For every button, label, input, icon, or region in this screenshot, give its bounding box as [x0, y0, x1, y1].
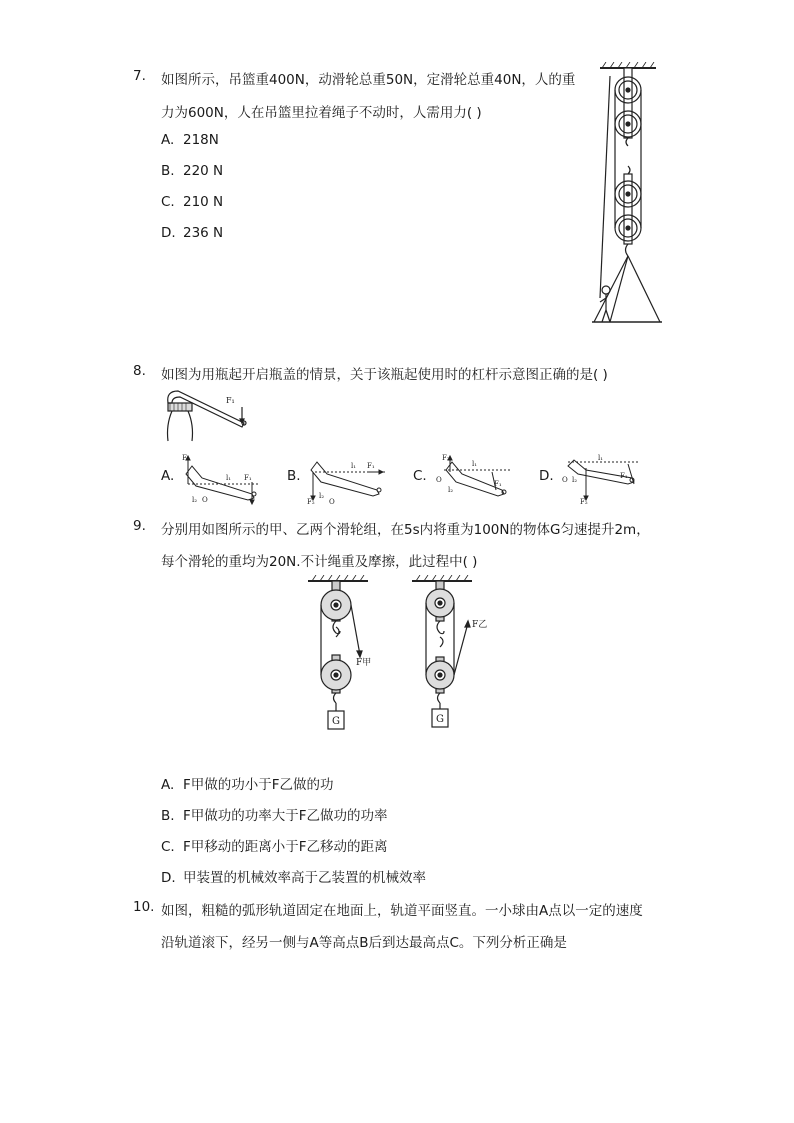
- lever-d-label-2: O: [562, 476, 568, 484]
- question-7-option-d[interactable]: D. 236 N: [161, 225, 224, 241]
- lever-b-label-5: O: [329, 498, 335, 506]
- weight-label-left: G: [332, 716, 340, 727]
- lever-diagram-a: [180, 452, 265, 507]
- question-7-option-b[interactable]: B. 220 N: [161, 163, 224, 179]
- question-8-number: 8.: [133, 363, 146, 379]
- lever-diagram-b: [305, 452, 390, 507]
- lever-c-label-4: l₂: [448, 486, 454, 494]
- lever-a-label-4: l₂: [192, 496, 198, 504]
- question-9-option-d[interactable]: D. 甲装置的机械效率高于乙装置的机械效率: [161, 870, 426, 886]
- lever-d-label-1: l₁: [598, 454, 604, 462]
- lever-a-label-1: F₂: [182, 454, 190, 462]
- lever-d-label-3: l₂: [572, 476, 578, 484]
- lever-d-label-4: F₁: [620, 472, 628, 480]
- bottle-opener-figure: [158, 385, 253, 445]
- force-yi-label: F乙: [472, 620, 488, 630]
- lever-diagram-c: [432, 452, 517, 507]
- lever-a-label-5: O: [202, 496, 208, 504]
- question-9-number: 9.: [133, 518, 146, 534]
- lever-b-label-2: F₁: [367, 462, 375, 470]
- lever-a-label-3: F₁: [244, 474, 252, 482]
- lever-d-label-5: F₂: [580, 498, 588, 506]
- lever-b-label-4: l₂: [319, 492, 325, 500]
- question-9-option-a[interactable]: A. F甲做的功小于F乙做的功: [161, 777, 334, 793]
- opener-force-label: F₁: [226, 396, 235, 405]
- question-7-number: 7.: [133, 68, 146, 84]
- question-10-number: 10.: [133, 899, 155, 915]
- question-7-option-c[interactable]: C. 210 N: [161, 194, 224, 210]
- question-8-option-d[interactable]: D.: [539, 468, 554, 484]
- question-8-option-b[interactable]: B.: [287, 468, 301, 484]
- question-7-line-1: 如图所示，吊篮重400N，动滑轮总重50N，定滑轮总重40N，人的重: [161, 72, 576, 88]
- lever-b-label-1: l₁: [351, 462, 357, 470]
- question-7-line-2: 力为600N，人在吊篮里拉着绳子不动时，人需用力( ): [161, 105, 482, 121]
- lever-c-label-1: F₂: [442, 454, 450, 462]
- question-9-option-c[interactable]: C. F甲移动的距离小于F乙移动的距离: [161, 839, 388, 855]
- pulley-groups-figure: [302, 575, 502, 735]
- question-10-line-2: 沿轨道滚下，经另一侧与A等高点B后到达最高点C。下列分析正确是: [161, 935, 567, 951]
- question-8-option-a[interactable]: A.: [161, 468, 175, 484]
- lever-b-label-3: F₂: [307, 498, 315, 506]
- question-9-line-2: 每个滑轮的重均为20N.不计绳重及摩擦，此过程中( ): [161, 554, 478, 570]
- question-9-line-1: 分别用如图所示的甲、乙两个滑轮组，在5s内将重为100N的物体G匀速提升2m，: [161, 522, 650, 538]
- question-7-option-a[interactable]: A. 218N: [161, 132, 219, 148]
- question-8-line-1: 如图为用瓶起开启瓶盖的情景，关于该瓶起使用时的杠杆示意图正确的是( ): [161, 367, 608, 383]
- lever-c-label-5: F₁: [494, 480, 502, 488]
- lever-a-label-2: l₁: [226, 474, 232, 482]
- question-8-option-c[interactable]: C.: [413, 468, 427, 484]
- question-10-line-1: 如图，粗糙的弧形轨道固定在地面上，轨道平面竖直。一小球由A点以一定的速度: [161, 903, 643, 919]
- weight-label-right: G: [436, 714, 444, 725]
- lever-c-label-3: O: [436, 476, 442, 484]
- lever-diagram-d: [558, 452, 643, 507]
- pulley-basket-figure: [588, 62, 668, 332]
- question-9-option-b[interactable]: B. F甲做功的功率大于F乙做功的功率: [161, 808, 388, 824]
- lever-c-label-2: l₁: [472, 460, 478, 468]
- force-jia-label: F甲: [356, 658, 372, 668]
